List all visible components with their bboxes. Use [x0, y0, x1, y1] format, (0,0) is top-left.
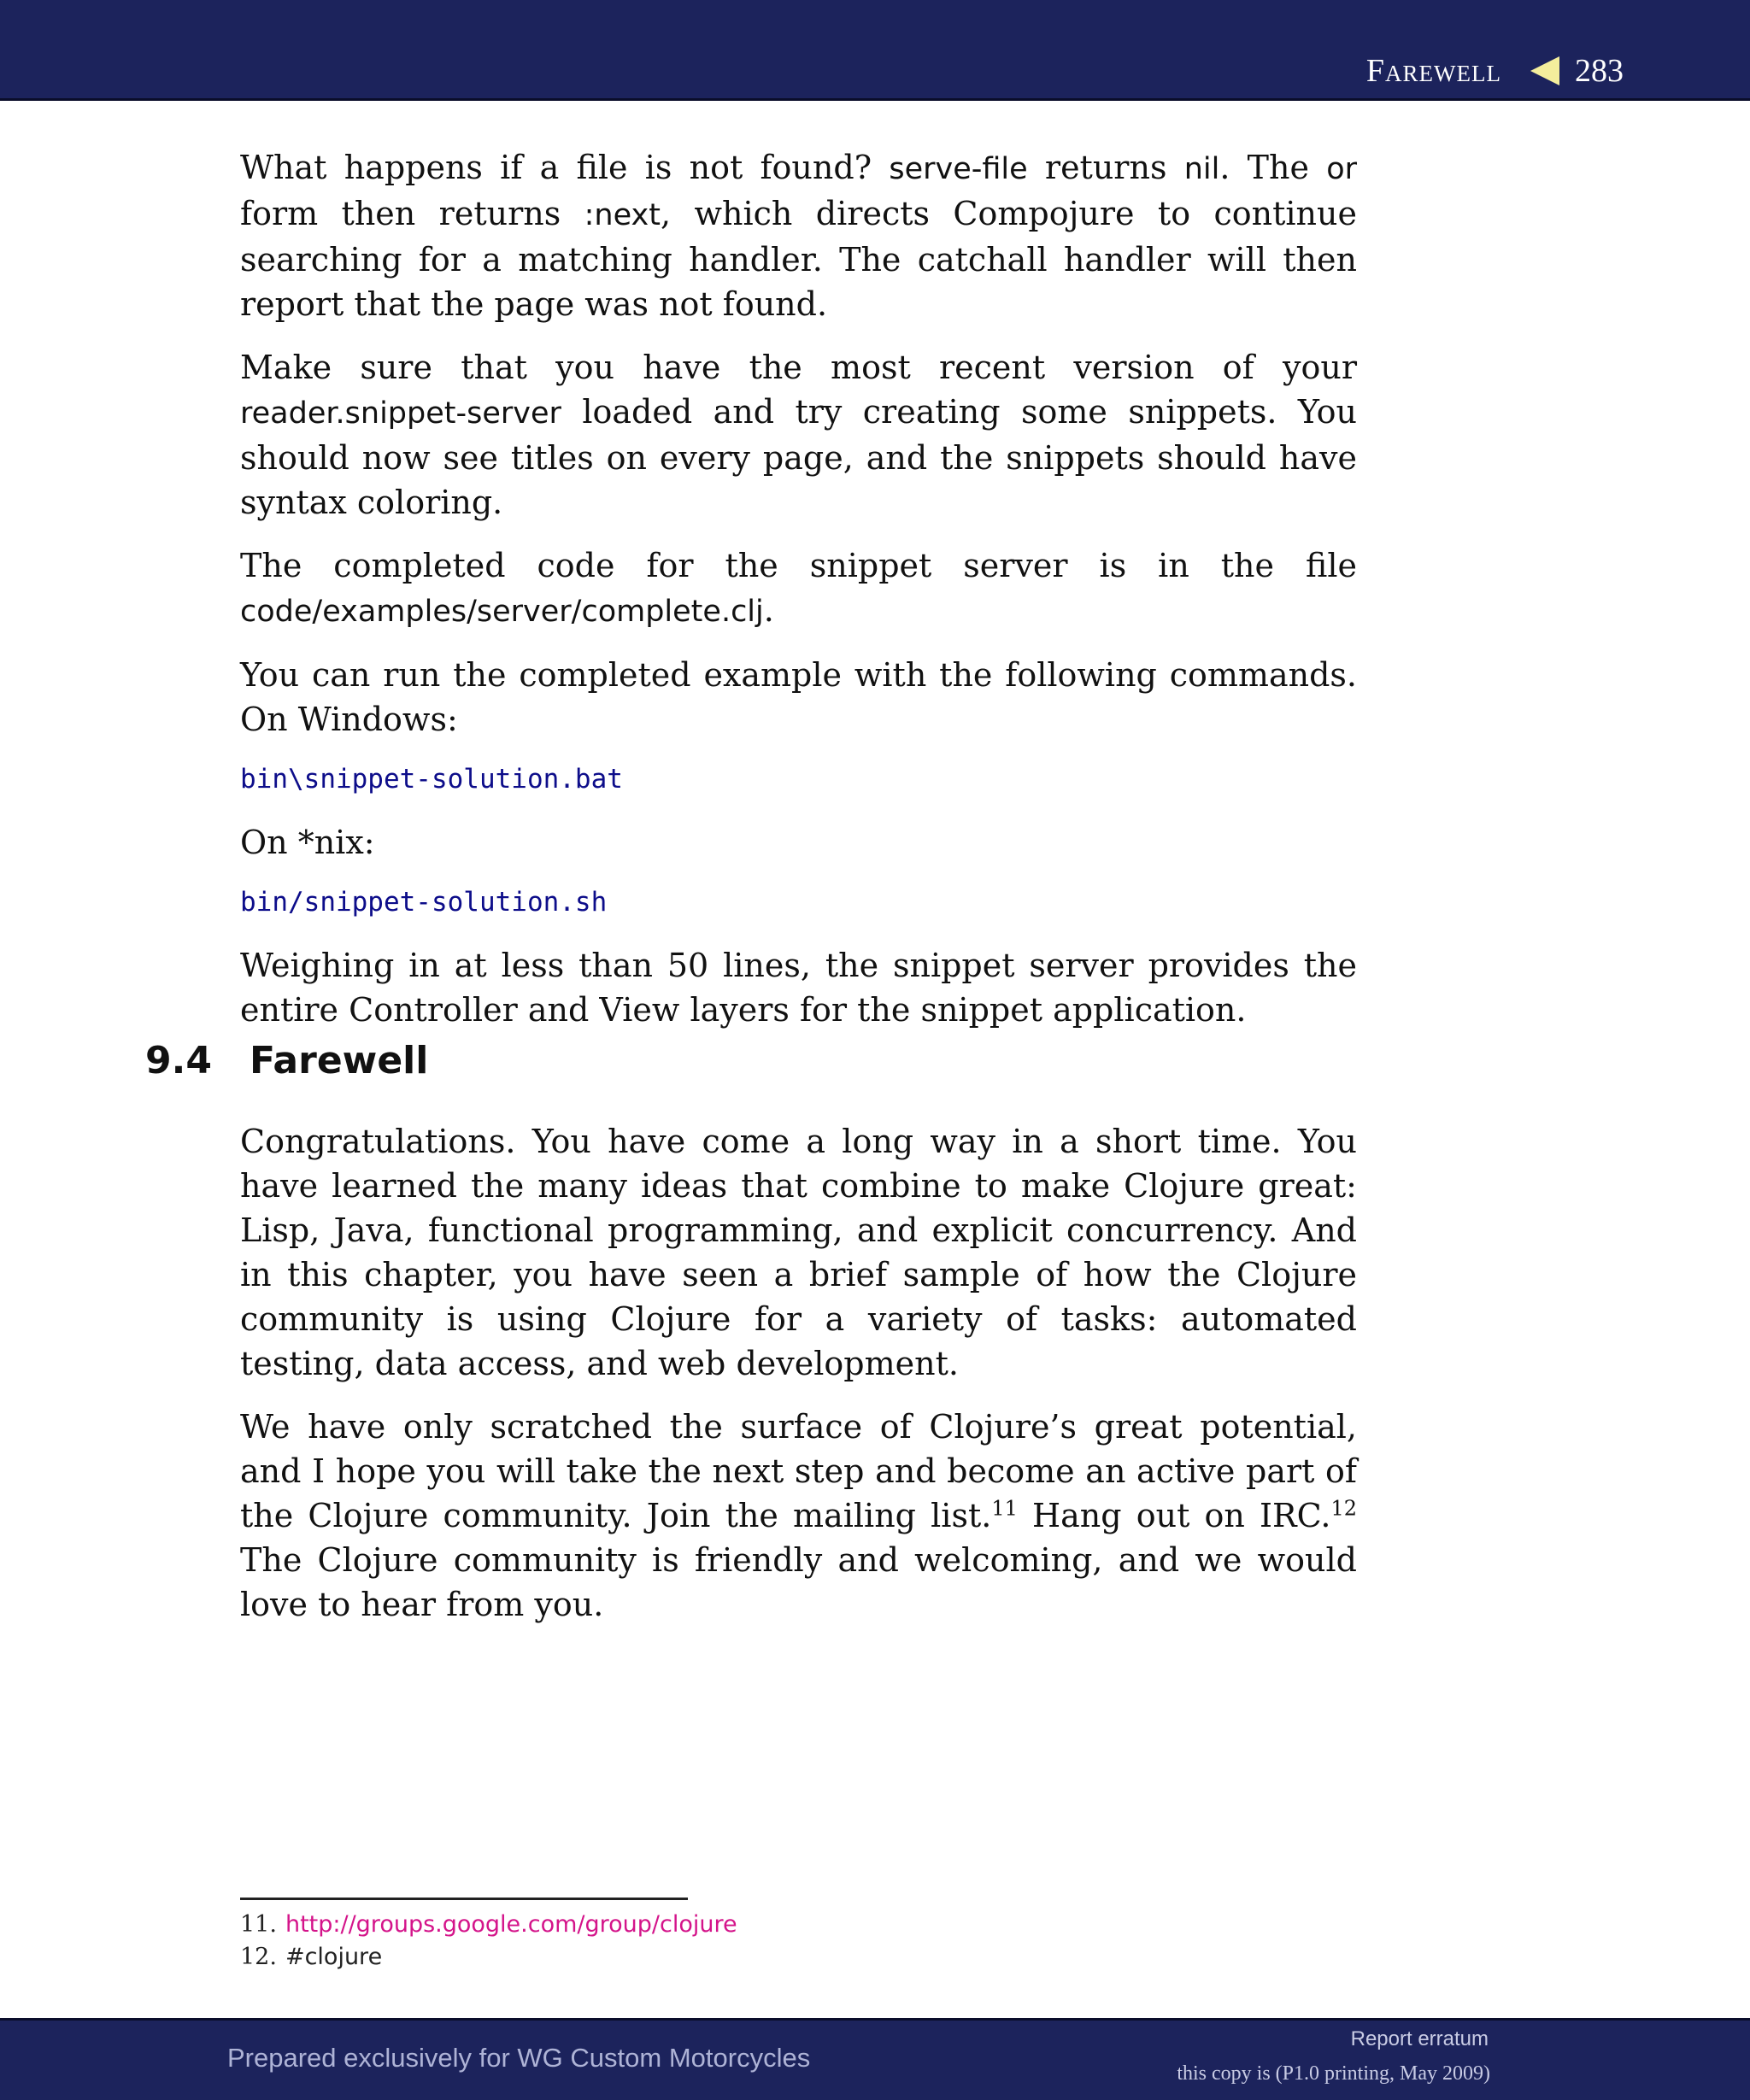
paragraph — [240, 145, 1357, 326]
text: . The — [1219, 149, 1327, 186]
text: Make sure that you have the most recent version of your — [240, 349, 1357, 386]
section-title: Farewell — [249, 1039, 429, 1082]
running-head — [1366, 50, 1624, 92]
main-content — [240, 145, 1357, 1051]
text: form then returns — [240, 195, 584, 232]
text: loaded and try creating some snippets. You should now see titles on every page, and the snippets should have syntax coloring. — [240, 393, 1357, 521]
paragraph: Weighing in at less than 50 lines, the snippet server provides the entire Controller and View layers for the snippet application. — [240, 947, 1357, 1029]
inline-code: reader.snippet-server — [240, 396, 561, 431]
text: We have only scratched the surface of Clojure’s great potential, and I hope you will take the next step and become an active part of the Clojure community. Join the mailing list. — [240, 1408, 1357, 1534]
text: The completed code for the snippet server is in the file — [240, 547, 1357, 584]
section-number: 9.4 — [145, 1039, 212, 1082]
paragraph: On *nix: — [240, 824, 375, 861]
page-number: 283 — [1575, 53, 1624, 89]
inline-code: :next — [584, 198, 661, 232]
prepared-for-text: Prepared exclusively for WG Custom Motorcycles — [227, 2043, 811, 2073]
previous-page-arrow-icon[interactable] — [1530, 56, 1559, 85]
code-block-nix: bin/snippet-solution.sh — [240, 887, 608, 918]
text: , which directs Compojure to continue searching for a matching handler. The catchall handler will then report that the page was not found. — [240, 195, 1357, 323]
inline-code: serve-file — [889, 152, 1028, 186]
footnote-number: 11. — [240, 1911, 277, 1938]
footnote — [240, 1941, 737, 1974]
running-head-title: Farewell — [1365, 53, 1501, 89]
text: The Clojure community is friendly and welcoming, and we would love to hear from you. — [240, 1541, 1357, 1623]
report-erratum-link[interactable]: Report erratum — [1350, 2027, 1489, 2050]
code-block-windows: bin\snippet-solution.bat — [240, 764, 623, 795]
footnote-number: 12. — [240, 1944, 277, 1970]
footnote-text: #clojure — [285, 1944, 383, 1970]
header-bar — [0, 0, 1750, 101]
paragraph: You can run the completed example with the following commands. On Windows: — [240, 656, 1357, 738]
text: Hang out on IRC. — [1017, 1497, 1331, 1534]
section-heading — [145, 1039, 428, 1082]
text: What happens if a file is not found? — [240, 149, 890, 186]
text: returns — [1027, 149, 1184, 186]
paragraph — [240, 543, 1357, 634]
inline-code: nil — [1183, 152, 1220, 186]
footnotes — [240, 1909, 737, 1974]
copy-info: this copy is (P1.0 printing, May 2009) — [1177, 2062, 1490, 2085]
text: . — [763, 591, 774, 629]
paragraph — [240, 1405, 1357, 1627]
paragraph: Congratulations. You have come a long way in a short time. You have learned the many ideas that combine to make Clojure great: Lisp, Java, functional programming, and explicit concurrency. And in this chapter, you have seen a brief sample of how the Clojure community is using Clojure for a variety of tasks: automated testing, data access, and web development. — [240, 1123, 1357, 1382]
inline-code: code/examples/server/complete.clj — [240, 595, 764, 629]
footnote-ref[interactable]: 11 — [991, 1496, 1018, 1521]
footnote — [240, 1909, 737, 1941]
footnote-ref[interactable]: 12 — [1330, 1496, 1357, 1521]
paragraph — [240, 345, 1357, 525]
footnote-link[interactable]: http://groups.google.com/group/clojure — [285, 1911, 737, 1938]
section-content — [240, 1119, 1357, 1645]
footnote-divider — [240, 1898, 688, 1900]
inline-code: or — [1326, 152, 1358, 186]
